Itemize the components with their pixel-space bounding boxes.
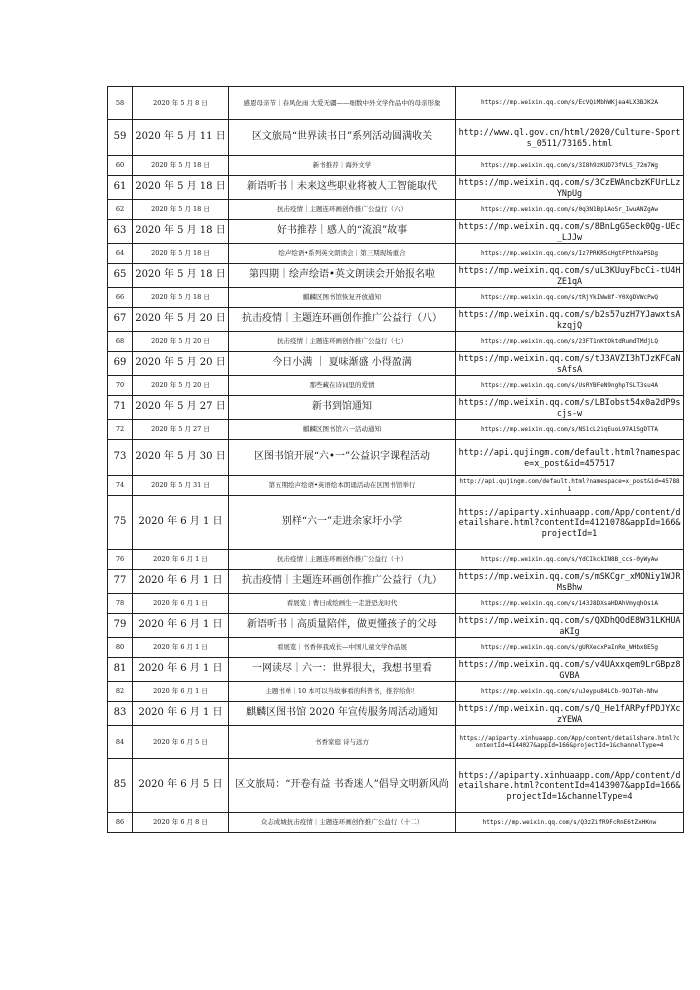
table-row [108, 120, 684, 156]
publish-date: 2020 年 6 月 1 日 [133, 614, 229, 638]
row-number: 77 [108, 570, 133, 594]
article-url: https://mp.weixin.qq.com/s/8BnLgGSeck0Qg-UEc_LJJw [456, 220, 684, 244]
article-title: 抗击疫情｜主题连环画创作推广公益行（八） [229, 308, 456, 332]
table-row [108, 396, 684, 420]
table-row [108, 550, 684, 570]
article-url: https://mp.weixin.qq.com/s/3I8h9zKUD73fVLS_72m7Wg [456, 156, 684, 176]
table-row [108, 220, 684, 244]
article-url: https://mp.weixin.qq.com/s/YdCIkckIN8B_ccs-0yWyAw [456, 550, 684, 570]
publish-date: 2020 年 6 月 1 日 [133, 496, 229, 550]
table-row [108, 288, 684, 308]
publish-date: 2020 年 5 月 20 日 [133, 332, 229, 352]
publish-date: 2020 年 5 月 11 日 [133, 120, 229, 156]
article-title: 抗击疫情｜主题连环画创作推广公益行（六） [229, 200, 456, 220]
article-url: https://mp.weixin.qq.com/s/LBIobst54x0a2dP9scjs-w [456, 396, 684, 420]
row-number: 76 [108, 550, 133, 570]
publish-date: 2020 年 5 月 20 日 [133, 352, 229, 376]
article-title: 抗击疫情｜主题连环画创作推广公益行（七） [229, 332, 456, 352]
table-row [108, 813, 684, 833]
article-title: 看展览｜书香伴我成长—中国儿童文学作品展 [229, 638, 456, 658]
article-title: 区图书馆开展“六•一”公益识字课程活动 [229, 440, 456, 476]
row-number: 67 [108, 308, 133, 332]
article-url: http://api.qujingm.com/default.html?namespace=x_post&id=457881 [456, 476, 684, 496]
article-url: https://mp.weixin.qq.com/s/3CzEWAncbzKFUrLLzYNpUg [456, 176, 684, 200]
publish-date: 2020 年 5 月 18 日 [133, 156, 229, 176]
publish-date: 2020 年 6 月 5 日 [133, 726, 229, 759]
row-number: 83 [108, 702, 133, 726]
row-number: 70 [108, 376, 133, 396]
table-row [108, 376, 684, 396]
row-number: 66 [108, 288, 133, 308]
article-title: 那些藏在诗词里的爱情 [229, 376, 456, 396]
article-url: https://mp.weixin.qq.com/s/tRjYkIWw8f-Y0XgDVWcPwQ [456, 288, 684, 308]
article-title: 区文旅局：“开卷有益 书香迷人”倡导文明新风尚 [229, 759, 456, 813]
row-number: 68 [108, 332, 133, 352]
article-title: 新书到馆通知 [229, 396, 456, 420]
row-number: 59 [108, 120, 133, 156]
publish-date: 2020 年 6 月 1 日 [133, 658, 229, 682]
publish-date: 2020 年 6 月 1 日 [133, 550, 229, 570]
publish-date: 2020 年 6 月 1 日 [133, 682, 229, 702]
article-title: 书香家庭 诗与远方 [229, 726, 456, 759]
table-row [108, 570, 684, 594]
article-title: 抗击疫情｜主题连环画创作推广公益行（十） [229, 550, 456, 570]
table-row [108, 264, 684, 288]
article-url: https://mp.weixin.qq.com/s/Q_He1fARPyfPDJYXczYEWA [456, 702, 684, 726]
publish-date: 2020 年 6 月 1 日 [133, 570, 229, 594]
row-number: 80 [108, 638, 133, 658]
article-url: https://mp.weixin.qq.com/s/NS1cL2iqEuoL97A1SgDTTA [456, 420, 684, 440]
publish-date: 2020 年 5 月 8 日 [133, 87, 229, 120]
publish-date: 2020 年 6 月 1 日 [133, 594, 229, 614]
article-title: 麒麟区图书馆恢复开放通知 [229, 288, 456, 308]
row-number: 69 [108, 352, 133, 376]
row-number: 58 [108, 87, 133, 120]
article-title: 麒麟区图书馆 2020 年宣传服务周活动通知 [229, 702, 456, 726]
article-title: 第五期绘声绘语•英语绘本朗诵活动在区图书馆举行 [229, 476, 456, 496]
article-url: https://mp.weixin.qq.com/s/23FT1nKtOktdRumdTMdjLQ [456, 332, 684, 352]
row-number: 86 [108, 813, 133, 833]
article-url: https://apiparty.xinhuaapp.com/App/content/detailshare.html?contentId=4144027&appId=166&projectId=1&channelType=4 [456, 726, 684, 759]
row-number: 61 [108, 176, 133, 200]
article-url: https://mp.weixin.qq.com/s/Q3zZifR9FcRnE6tZxHKnw [456, 813, 684, 833]
article-url: https://mp.weixin.qq.com/s/Iz7PRKR5cHgtFPthXaP5Dg [456, 244, 684, 264]
publish-date: 2020 年 5 月 18 日 [133, 264, 229, 288]
article-title: 主题书单｜10 本可以当故事看的科普书，推荐给你！ [229, 682, 456, 702]
publish-date: 2020 年 6 月 1 日 [133, 638, 229, 658]
row-number: 82 [108, 682, 133, 702]
table-row [108, 702, 684, 726]
article-title: 今日小满 ｜ 夏味渐盛 小得盈满 [229, 352, 456, 376]
publish-date: 2020 年 5 月 27 日 [133, 420, 229, 440]
article-url: https://apiparty.xinhuaapp.com/App/content/detailshare.html?contentId=4143907&appId=166&projectId=1&channelType=4 [456, 759, 684, 813]
row-number: 63 [108, 220, 133, 244]
article-title: 感恩母亲节｜春风化雨 大爱无疆——细数中外文学作品中的母亲形象 [229, 87, 456, 120]
article-title: 好书推荐｜感人的“流浪”故事 [229, 220, 456, 244]
table-row [108, 420, 684, 440]
table-row [108, 352, 684, 376]
article-title: 一网读尽｜六一：世界很大，我想书里看 [229, 658, 456, 682]
table-row [108, 244, 684, 264]
row-number: 62 [108, 200, 133, 220]
table-row [108, 440, 684, 476]
table-row [108, 496, 684, 550]
table-row [108, 156, 684, 176]
table-row [108, 638, 684, 658]
table-row [108, 87, 684, 120]
row-number: 79 [108, 614, 133, 638]
publish-date: 2020 年 6 月 5 日 [133, 759, 229, 813]
publish-date: 2020 年 5 月 18 日 [133, 200, 229, 220]
publish-date: 2020 年 5 月 18 日 [133, 244, 229, 264]
article-title: 别样“六一”走进余家圩小学 [229, 496, 456, 550]
article-title: 第四期｜绘声绘语•英文朗读会开始报名啦 [229, 264, 456, 288]
article-url: https://mp.weixin.qq.com/s/b2s57uzH7YJawxtsAkzqjQ [456, 308, 684, 332]
article-url: https://mp.weixin.qq.com/s/143J8DXsaHDAhVmyqhOsiA [456, 594, 684, 614]
row-number: 73 [108, 440, 133, 476]
table-row [108, 614, 684, 638]
article-url: https://mp.weixin.qq.com/s/EcVQiMbhWKjea4LX3BJK2A [456, 87, 684, 120]
article-url: https://mp.weixin.qq.com/s/v4UAxxqem9LrGBpz8GVBA [456, 658, 684, 682]
row-number: 72 [108, 420, 133, 440]
table-row [108, 759, 684, 813]
publish-date: 2020 年 5 月 31 日 [133, 476, 229, 496]
row-number: 84 [108, 726, 133, 759]
row-number: 64 [108, 244, 133, 264]
article-url: https://mp.weixin.qq.com/s/tJ3AVZI3hTJzKFCaNsAfsA [456, 352, 684, 376]
article-url: http://api.qujingm.com/default.html?namespace=x_post&id=457517 [456, 440, 684, 476]
publish-date: 2020 年 6 月 1 日 [133, 702, 229, 726]
article-url: https://mp.weixin.qq.com/s/uJeypu84LCb-9OJTeh-Nhw [456, 682, 684, 702]
article-title: 麒麟区图书馆六一活动通知 [229, 420, 456, 440]
row-number: 78 [108, 594, 133, 614]
publish-date: 2020 年 5 月 27 日 [133, 396, 229, 420]
table-row [108, 594, 684, 614]
row-number: 74 [108, 476, 133, 496]
article-url: https://mp.weixin.qq.com/s/uL3KUuyFbcCi-tU4HZE1qA [456, 264, 684, 288]
article-url: https://mp.weixin.qq.com/s/UsRYBFeN9nghpTSLT3su4A [456, 376, 684, 396]
row-number: 65 [108, 264, 133, 288]
article-title: 众志成城抗击疫情｜主题连环画创作推广公益行（十二） [229, 813, 456, 833]
row-number: 85 [108, 759, 133, 813]
article-title: 看展览｜曹日成绘画生一走进恐龙时代 [229, 594, 456, 614]
row-number: 60 [108, 156, 133, 176]
row-number: 81 [108, 658, 133, 682]
article-url: https://mp.weixin.qq.com/s/QXDhQOdE8W31LKHUAaKIg [456, 614, 684, 638]
table-row [108, 200, 684, 220]
table-row [108, 726, 684, 759]
article-title: 新书推荐｜海外文学 [229, 156, 456, 176]
article-title: 新语听书｜未来这些职业将被人工智能取代 [229, 176, 456, 200]
article-title: 绘声绘语•系列英文朗读会｜第三期现场重合 [229, 244, 456, 264]
publish-date: 2020 年 5 月 18 日 [133, 220, 229, 244]
table-row [108, 308, 684, 332]
article-title: 抗击疫情｜主题连环画创作推广公益行（九） [229, 570, 456, 594]
table-row [108, 476, 684, 496]
article-url: http://www.ql.gov.cn/html/2020/Culture-Sports_0511/73165.html [456, 120, 684, 156]
publish-date: 2020 年 5 月 20 日 [133, 376, 229, 396]
publish-date: 2020 年 5 月 18 日 [133, 176, 229, 200]
article-url: https://mp.weixin.qq.com/s/0q3N1Bp1AoSr_IwuANZgAw [456, 200, 684, 220]
table-row [108, 682, 684, 702]
table-row [108, 658, 684, 682]
article-url: https://mp.weixin.qq.com/s/gURXecxPaInRe_WHbx8E5g [456, 638, 684, 658]
row-number: 71 [108, 396, 133, 420]
publish-date: 2020 年 6 月 8 日 [133, 813, 229, 833]
publish-date: 2020 年 5 月 30 日 [133, 440, 229, 476]
records-table [107, 86, 684, 833]
article-url: https://apiparty.xinhuaapp.com/App/content/detailshare.html?contentId=4121078&appId=166&projectId=1 [456, 496, 684, 550]
row-number: 75 [108, 496, 133, 550]
records-table-body [108, 87, 684, 833]
table-row [108, 332, 684, 352]
article-url: https://mp.weixin.qq.com/s/mSKCgr_xMONiy1WJRMsBhw [456, 570, 684, 594]
publish-date: 2020 年 5 月 18 日 [133, 288, 229, 308]
article-title: 新语听书｜高质量陪伴，做更懂孩子的父母 [229, 614, 456, 638]
table-row [108, 176, 684, 200]
article-title: 区文旅局“世界读书日”系列活动圆满收关 [229, 120, 456, 156]
publish-date: 2020 年 5 月 20 日 [133, 308, 229, 332]
